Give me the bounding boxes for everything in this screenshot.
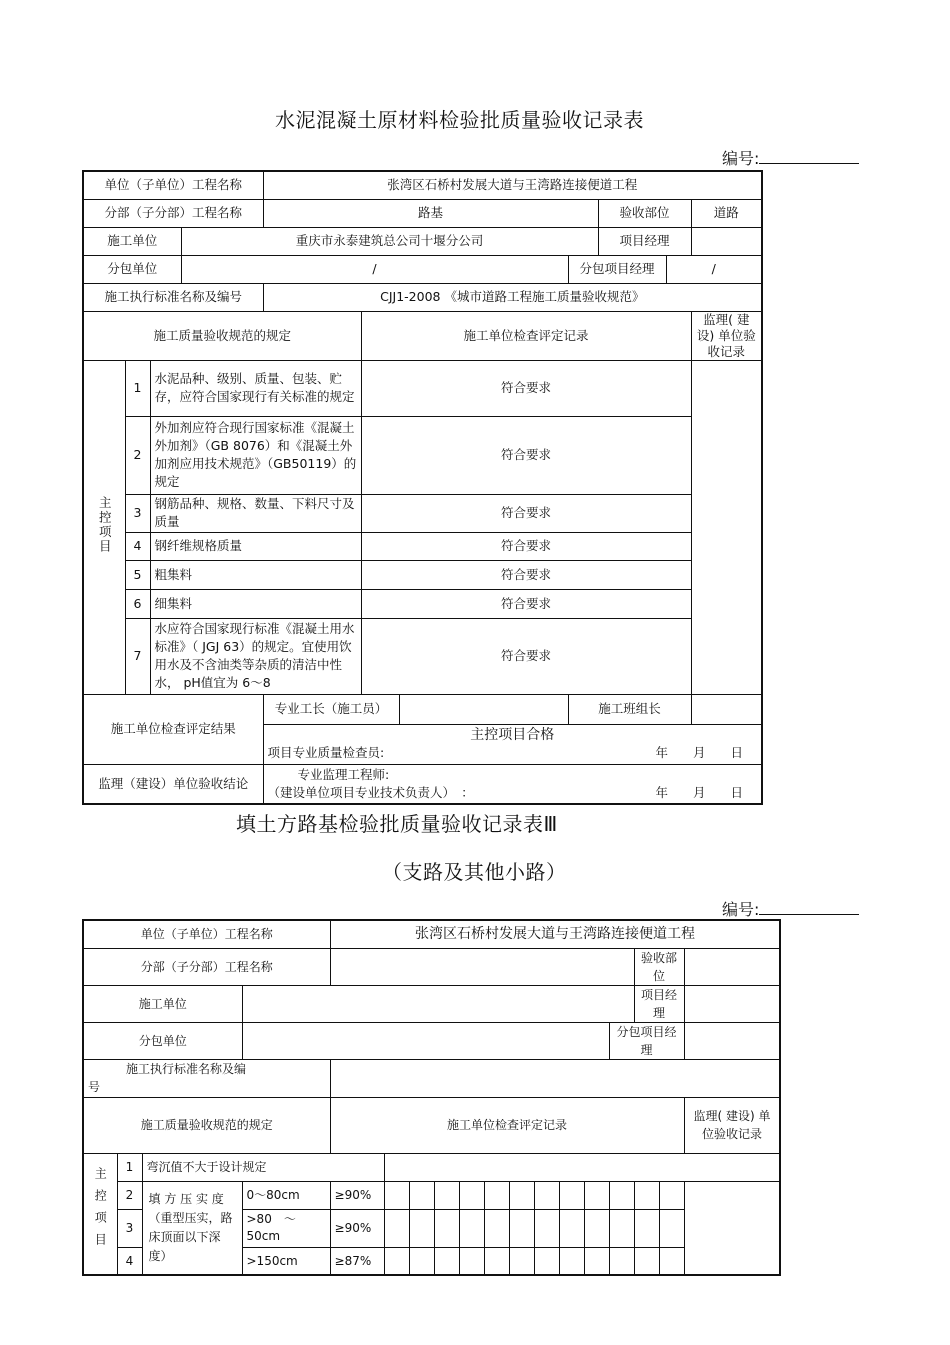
supervision-record-cell[interactable] [691,360,762,694]
d2-contractor-value[interactable] [242,985,634,1022]
supervision-date: 年 月 日 [655,784,744,800]
d2-standard-label: 施工执行标准名称及编 号 [83,1059,330,1097]
project-manager-label: 项目经理 [598,227,691,255]
grid-cell[interactable] [534,1209,559,1247]
subcontractor-value[interactable]: / [181,255,568,283]
standard-label: 施工执行标准名称及编号 [83,283,263,311]
eval-result-cell[interactable] [263,724,762,764]
d2-project-manager-value[interactable] [684,985,780,1022]
d2-project-manager-label: 项目经理 [634,985,684,1022]
doc2-title: 填土方路基检验批质量验收记录表Ⅲ [236,812,558,836]
unit-project-label: 单位（子单位）工程名称 [83,171,263,199]
grid-cell[interactable] [384,1247,409,1275]
grid-cell[interactable] [534,1181,559,1209]
grid-cell[interactable] [484,1247,509,1275]
supervision-conclusion-cell[interactable] [263,764,762,804]
supervision-conclusion-label: 监理（建设）单位验收结论 [83,764,263,804]
d2-sub-pm-value[interactable] [684,1022,780,1059]
grid-cell[interactable] [609,1209,634,1247]
d2-row-3-no: 3 [117,1209,142,1247]
item-3-no: 3 [125,494,150,532]
item-4-text: 钢纤维规格质量 [150,532,361,560]
item-6-no: 6 [125,589,150,618]
grid-cell[interactable] [534,1247,559,1275]
d2-col-spec-header: 施工质量验收规范的规定 [83,1097,330,1153]
d2-row-2-value: ≥90% [330,1181,384,1209]
d2-row-2-depth: 0～80cm [242,1181,330,1209]
d2-sub-project-label: 分部（子分部）工程名称 [83,948,330,985]
item-5-text: 粗集料 [150,560,361,589]
subcontractor-label: 分包单位 [83,255,181,283]
owner-tech-label: （建设单位项目专业技术负责人） ： [267,784,474,800]
grid-cell[interactable] [509,1247,534,1275]
d2-acceptance-part-value[interactable] [684,948,780,985]
d2-row-2-no: 2 [117,1181,142,1209]
d2-col-record-header: 施工单位检查评定记录 [330,1097,684,1153]
compaction-label: 填 方 压 实 度（重型压实，路床顶面以下深度） [142,1181,242,1275]
grid-cell[interactable] [509,1181,534,1209]
foreman-value[interactable] [399,694,568,724]
unit-project-value[interactable]: 张湾区石桥村发展大道与王湾路连接便道工程 [263,171,762,199]
sub-project-value[interactable]: 路基 [263,199,598,227]
grid-cell[interactable] [484,1209,509,1247]
acceptance-part-label: 验收部位 [598,199,691,227]
eval-result-label: 施工单位检查评定结果 [83,694,263,764]
item-2-result[interactable]: 符合要求 [361,416,691,494]
sub-pm-value[interactable]: / [666,255,762,283]
col-supervision-header: 监理( 建设) 单位验收记录 [691,311,762,360]
item-5-no: 5 [125,560,150,589]
inspector-label: 项目专业质量检查员: [267,745,385,760]
item-7-text: 水应符合国家现行标准《混凝土用水标准》（ JGJ 63）的规定。宜使用饮用水及不含油类等杂质的清洁中性水， pH值宜为 6～8 [150,618,361,694]
d2-sub-pm-label: 分包项目经理 [609,1022,684,1059]
grid-cell[interactable] [484,1181,509,1209]
d2-row-4-depth: >150cm [242,1247,330,1275]
d2-item-1-record[interactable] [384,1153,780,1181]
d2-row-4-value: ≥87% [330,1247,384,1275]
item-5-result[interactable]: 符合要求 [361,560,691,589]
col-record-header: 施工单位检查评定记录 [361,311,691,360]
grid-cell[interactable] [584,1209,609,1247]
d2-sub-project-value[interactable] [330,948,634,985]
grid-cell[interactable] [459,1181,484,1209]
supervisor-label: 专业监理工程师: [297,766,390,782]
item-3-text: 钢筋品种、规格、数量、下料尺寸及质量 [150,494,361,532]
item-7-result[interactable]: 符合要求 [361,618,691,694]
item-1-result[interactable]: 符合要求 [361,360,691,416]
doc1-serial-label: 编号: [722,149,760,168]
doc1-title: 水泥混凝土原材料检验批质量验收记录表 [275,108,644,132]
d2-row-3-depth: >80 ～50cm [242,1209,330,1247]
doc1-serial-number [722,146,859,169]
d2-contractor-label: 施工单位 [83,985,242,1022]
grid-cell[interactable] [584,1247,609,1275]
doc2-serial-label: 编号: [722,900,760,919]
item-4-result[interactable]: 符合要求 [361,532,691,560]
d2-item-1-text: 弯沉值不大于设计规定 [142,1153,384,1181]
grid-cell[interactable] [584,1181,609,1209]
doc1-table [82,170,763,805]
grid-cell[interactable] [434,1181,459,1209]
foreman-label: 专业工长（施工员） [263,694,399,724]
grid-cell[interactable] [459,1247,484,1275]
grid-cell[interactable] [559,1209,584,1247]
grid-cell[interactable] [559,1247,584,1275]
doc1-serial-blank[interactable] [759,149,859,164]
grid-cell[interactable] [659,1209,684,1247]
d2-standard-value[interactable] [330,1059,780,1097]
grid-cell[interactable] [659,1181,684,1209]
grid-cell[interactable] [609,1181,634,1209]
standard-value[interactable]: CJJ1-2008 《城市道路工程施工质量验收规范》 [263,283,762,311]
d2-item-1-no: 1 [117,1153,142,1181]
grid-cell[interactable] [609,1247,634,1275]
d2-row-4-no: 4 [117,1247,142,1275]
acceptance-part-value[interactable]: 道路 [691,199,762,227]
grid-cell[interactable] [409,1247,434,1275]
grid-cell[interactable] [634,1181,659,1209]
item-6-text: 细集料 [150,589,361,618]
main-items-label: 主控项目 [83,360,125,694]
grid-cell[interactable] [434,1247,459,1275]
item-1-no: 1 [125,360,150,416]
d2-subcontractor-value[interactable] [242,1022,609,1059]
grid-cell[interactable] [434,1209,459,1247]
d2-unit-project-label: 单位（子单位）工程名称 [83,920,330,948]
item-1-text: 水泥品种、级别、质量、包装、贮存，应符合国家现行有关标准的规定 [150,360,361,416]
grid-cell[interactable] [659,1247,684,1275]
d2-col-supervision-header: 监理( 建设) 单位验收记录 [684,1097,780,1153]
item-3-result[interactable]: 符合要求 [361,494,691,532]
item-6-result[interactable]: 符合要求 [361,589,691,618]
grid-cell[interactable] [409,1181,434,1209]
item-4-no: 4 [125,532,150,560]
sub-pm-label: 分包项目经理 [568,255,666,283]
grid-cell[interactable] [409,1209,434,1247]
doc2-serial-blank[interactable] [759,900,859,915]
item-7-no: 7 [125,618,150,694]
doc2-table [82,919,781,1276]
contractor-label: 施工单位 [83,227,181,255]
item-2-text: 外加剂应符合现行国家标准《混凝土外加剂》（GB 8076）和《混凝土外加剂应用技术规范》（GB50119）的规定 [150,416,361,494]
d2-main-items-label: 主控项目 [83,1153,117,1275]
grid-cell[interactable] [559,1181,584,1209]
grid-cell[interactable] [509,1209,534,1247]
grid-cell[interactable] [459,1209,484,1247]
d2-unit-project-value[interactable]: 张湾区石桥村发展大道与王湾路连接便道工程 [330,920,780,948]
col-spec-header: 施工质量验收规范的规定 [83,311,361,360]
item-2-no: 2 [125,416,150,494]
d2-row-3-value: ≥90% [330,1209,384,1247]
project-manager-value[interactable] [691,227,762,255]
sub-project-label: 分部（子分部）工程名称 [83,199,263,227]
d2-acceptance-part-label: 验收部位 [634,948,684,985]
doc2-subtitle: （支路及其他小路） [382,860,567,884]
contractor-value[interactable]: 重庆市永泰建筑总公司十堰分公司 [181,227,598,255]
grid-cell[interactable] [384,1181,409,1209]
grid-cell[interactable] [634,1247,659,1275]
team-leader-label: 施工班组长 [568,694,691,724]
d2-subcontractor-label: 分包单位 [83,1022,242,1059]
inspector-date: 年 月 日 [655,745,744,760]
grid-cell[interactable] [384,1209,409,1247]
main-pass-text: 主控项目合格 [470,727,555,743]
grid-cell[interactable] [634,1209,659,1247]
team-leader-value[interactable] [691,694,762,724]
doc2-serial-number [722,897,859,920]
